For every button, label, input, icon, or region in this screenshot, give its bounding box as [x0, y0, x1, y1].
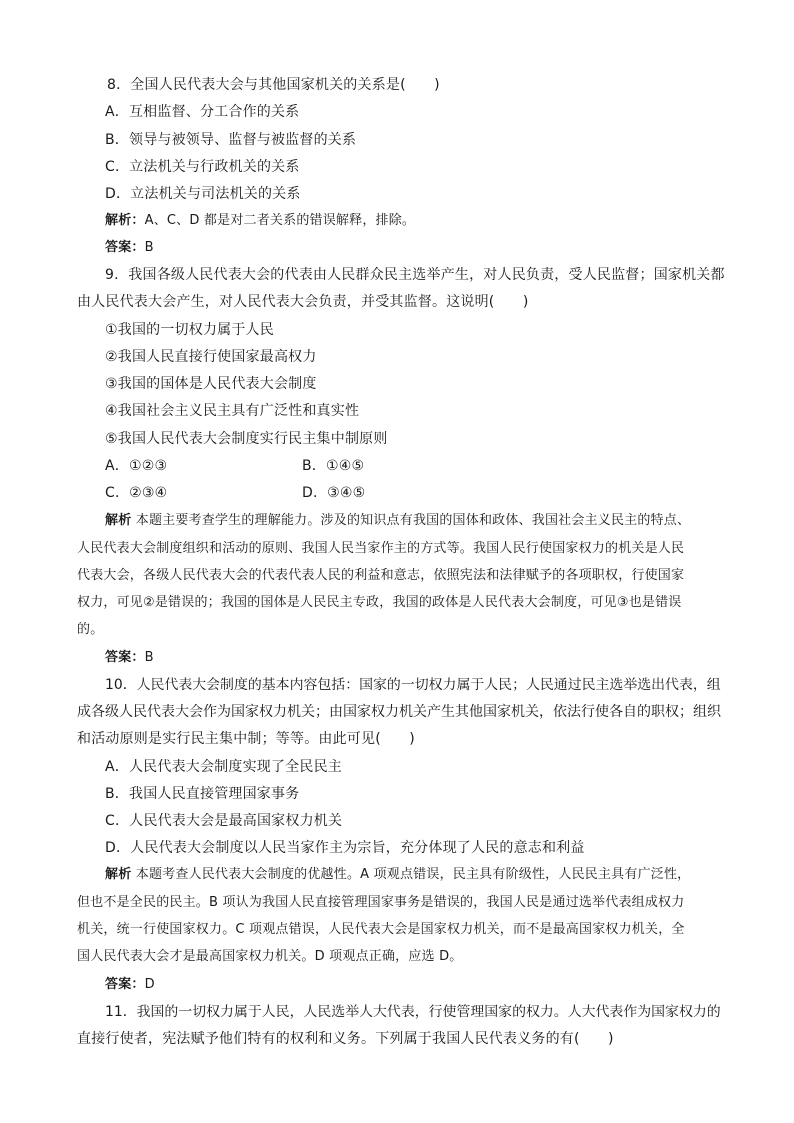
q9-choice-c: C．②③④: [105, 485, 168, 501]
q10-option-d: D．人民代表大会制度以人民当家作主为宗旨，充分体现了人民的意志和利益: [105, 840, 585, 856]
q10-stem-line-1: 10．人民代表大会制度的基本内容包括：国家的一切权力属于人民；人民通过民主选举选出代表，组: [105, 677, 721, 693]
q10-stem-line-3: 和活动原则是实行民主集中制；等等。由此可见( ): [77, 731, 415, 747]
analysis-label: 解析：: [105, 213, 145, 228]
answer-label: 答案：: [105, 650, 145, 665]
q9-choice-a: A．①②③: [105, 458, 168, 474]
q8-option-d: D．立法机关与司法机关的关系: [105, 186, 301, 202]
q9-stem-line-1: 9．我国各级人民代表大会的代表由人民群众民主选举产生，对人民负责，受人民监督；国家机关都: [105, 267, 725, 283]
q9-statement-2: ②我国人民直接行使国家最高权力: [105, 349, 317, 365]
answer-label: 答案：: [105, 240, 145, 255]
q9-choice-b: B．①④⑤: [302, 458, 365, 474]
analysis-label: 解析: [105, 513, 132, 528]
analysis-label: 解析: [105, 867, 132, 882]
q10-option-a: A．人民代表大会制度实现了全民民主: [105, 759, 342, 775]
q8-analysis: [105, 211, 415, 231]
q9-analysis-line-4: 权力，可见②是错误的；我国的国体是人民民主专政，我国的政体是人民代表大会制度，可见③也是错误: [77, 595, 682, 610]
q8-answer: [105, 238, 154, 258]
q10-analysis-line-1: 解析 本题考查人民代表大会制度的优越性。A 项观点错误，民主具有阶级性，人民民主具有广泛性，: [105, 867, 691, 882]
q11-stem-line-1: 11．我国的一切权力属于人民，人民选举人大代表，行使管理国家的权力。人大代表作为国家权力的: [105, 1004, 721, 1020]
q8-stem: 8．全国人民代表大会与其他国家机关的关系是( ): [107, 77, 440, 93]
q8-answer-value: B: [144, 240, 154, 255]
q10-analysis-line-2: 但也不是全民的民主。B 项认为我国人民直接管理国家事务是错误的，我国人民是通过选举代表组成权力: [77, 895, 685, 910]
q9-choice-d: D．③④⑤: [302, 485, 366, 501]
q11-stem-line-2: 直接行使者，宪法赋予他们特有的权利和义务。下列属于我国人民代表义务的有( ): [77, 1031, 614, 1047]
q9-statement-4: ④我国社会主义民主具有广泛性和真实性: [105, 403, 360, 419]
answer-label: 答案：: [105, 977, 145, 992]
q10-analysis-line-3: 机关，统一行使国家权力。C 项观点错误，人民代表大会是国家权力机关，而不是最高国家权力机关，全: [77, 922, 685, 937]
q9-answer-value: B: [144, 650, 154, 665]
q8-analysis-text: A、C、D 都是对二者关系的错误解释，排除。: [144, 213, 416, 228]
q9-statement-3: ③我国的国体是人民代表大会制度: [105, 376, 317, 392]
q10-option-c: C．人民代表大会是最高国家权力机关: [105, 813, 343, 829]
q9-analysis-line-5: 的。: [77, 622, 104, 637]
q9-answer: [105, 648, 154, 668]
q9-analysis-line-2: 人民代表大会制度组织和活动的原则、我国人民当家作主的方式等。我国人民行使国家权力的机关是人民: [77, 541, 685, 556]
q9-statement-1: ①我国的一切权力属于人民: [105, 322, 274, 338]
q10-stem-line-2: 成各级人民代表大会作为国家权力机关；由国家权力机关产生其他国家机关，依法行使各自的职权；组织: [77, 704, 721, 720]
q9-stem-line-2: 由人民代表大会产生，对人民代表大会负责，并受其监督。这说明( ): [77, 294, 529, 310]
q10-analysis-line-4: 国人民代表大会才是最高国家权力机关。D 项观点正确，应选 D。: [77, 949, 463, 964]
q10-answer-value: D: [144, 977, 155, 992]
q9-statement-5: ⑤我国人民代表大会制度实行民主集中制原则: [105, 431, 388, 447]
q10-option-b: B．我国人民直接管理国家事务: [105, 786, 300, 802]
q10-answer: [105, 975, 155, 995]
q8-option-a: A．互相监督、分工合作的关系: [105, 104, 300, 120]
q8-option-c: C．立法机关与行政机关的关系: [105, 159, 300, 175]
q8-option-b: B．领导与被领导、监督与被监督的关系: [105, 132, 357, 148]
q9-analysis-line-1: 解析 本题主要考查学生的理解能力。涉及的知识点有我国的国体和政体、我国社会主义民主的特点、: [105, 513, 691, 528]
q9-analysis-line-3: 代表大会，各级人民代表大会的代表代表人民的利益和意志，依照宪法和法律赋予的各项职权，行使国家: [77, 568, 685, 583]
